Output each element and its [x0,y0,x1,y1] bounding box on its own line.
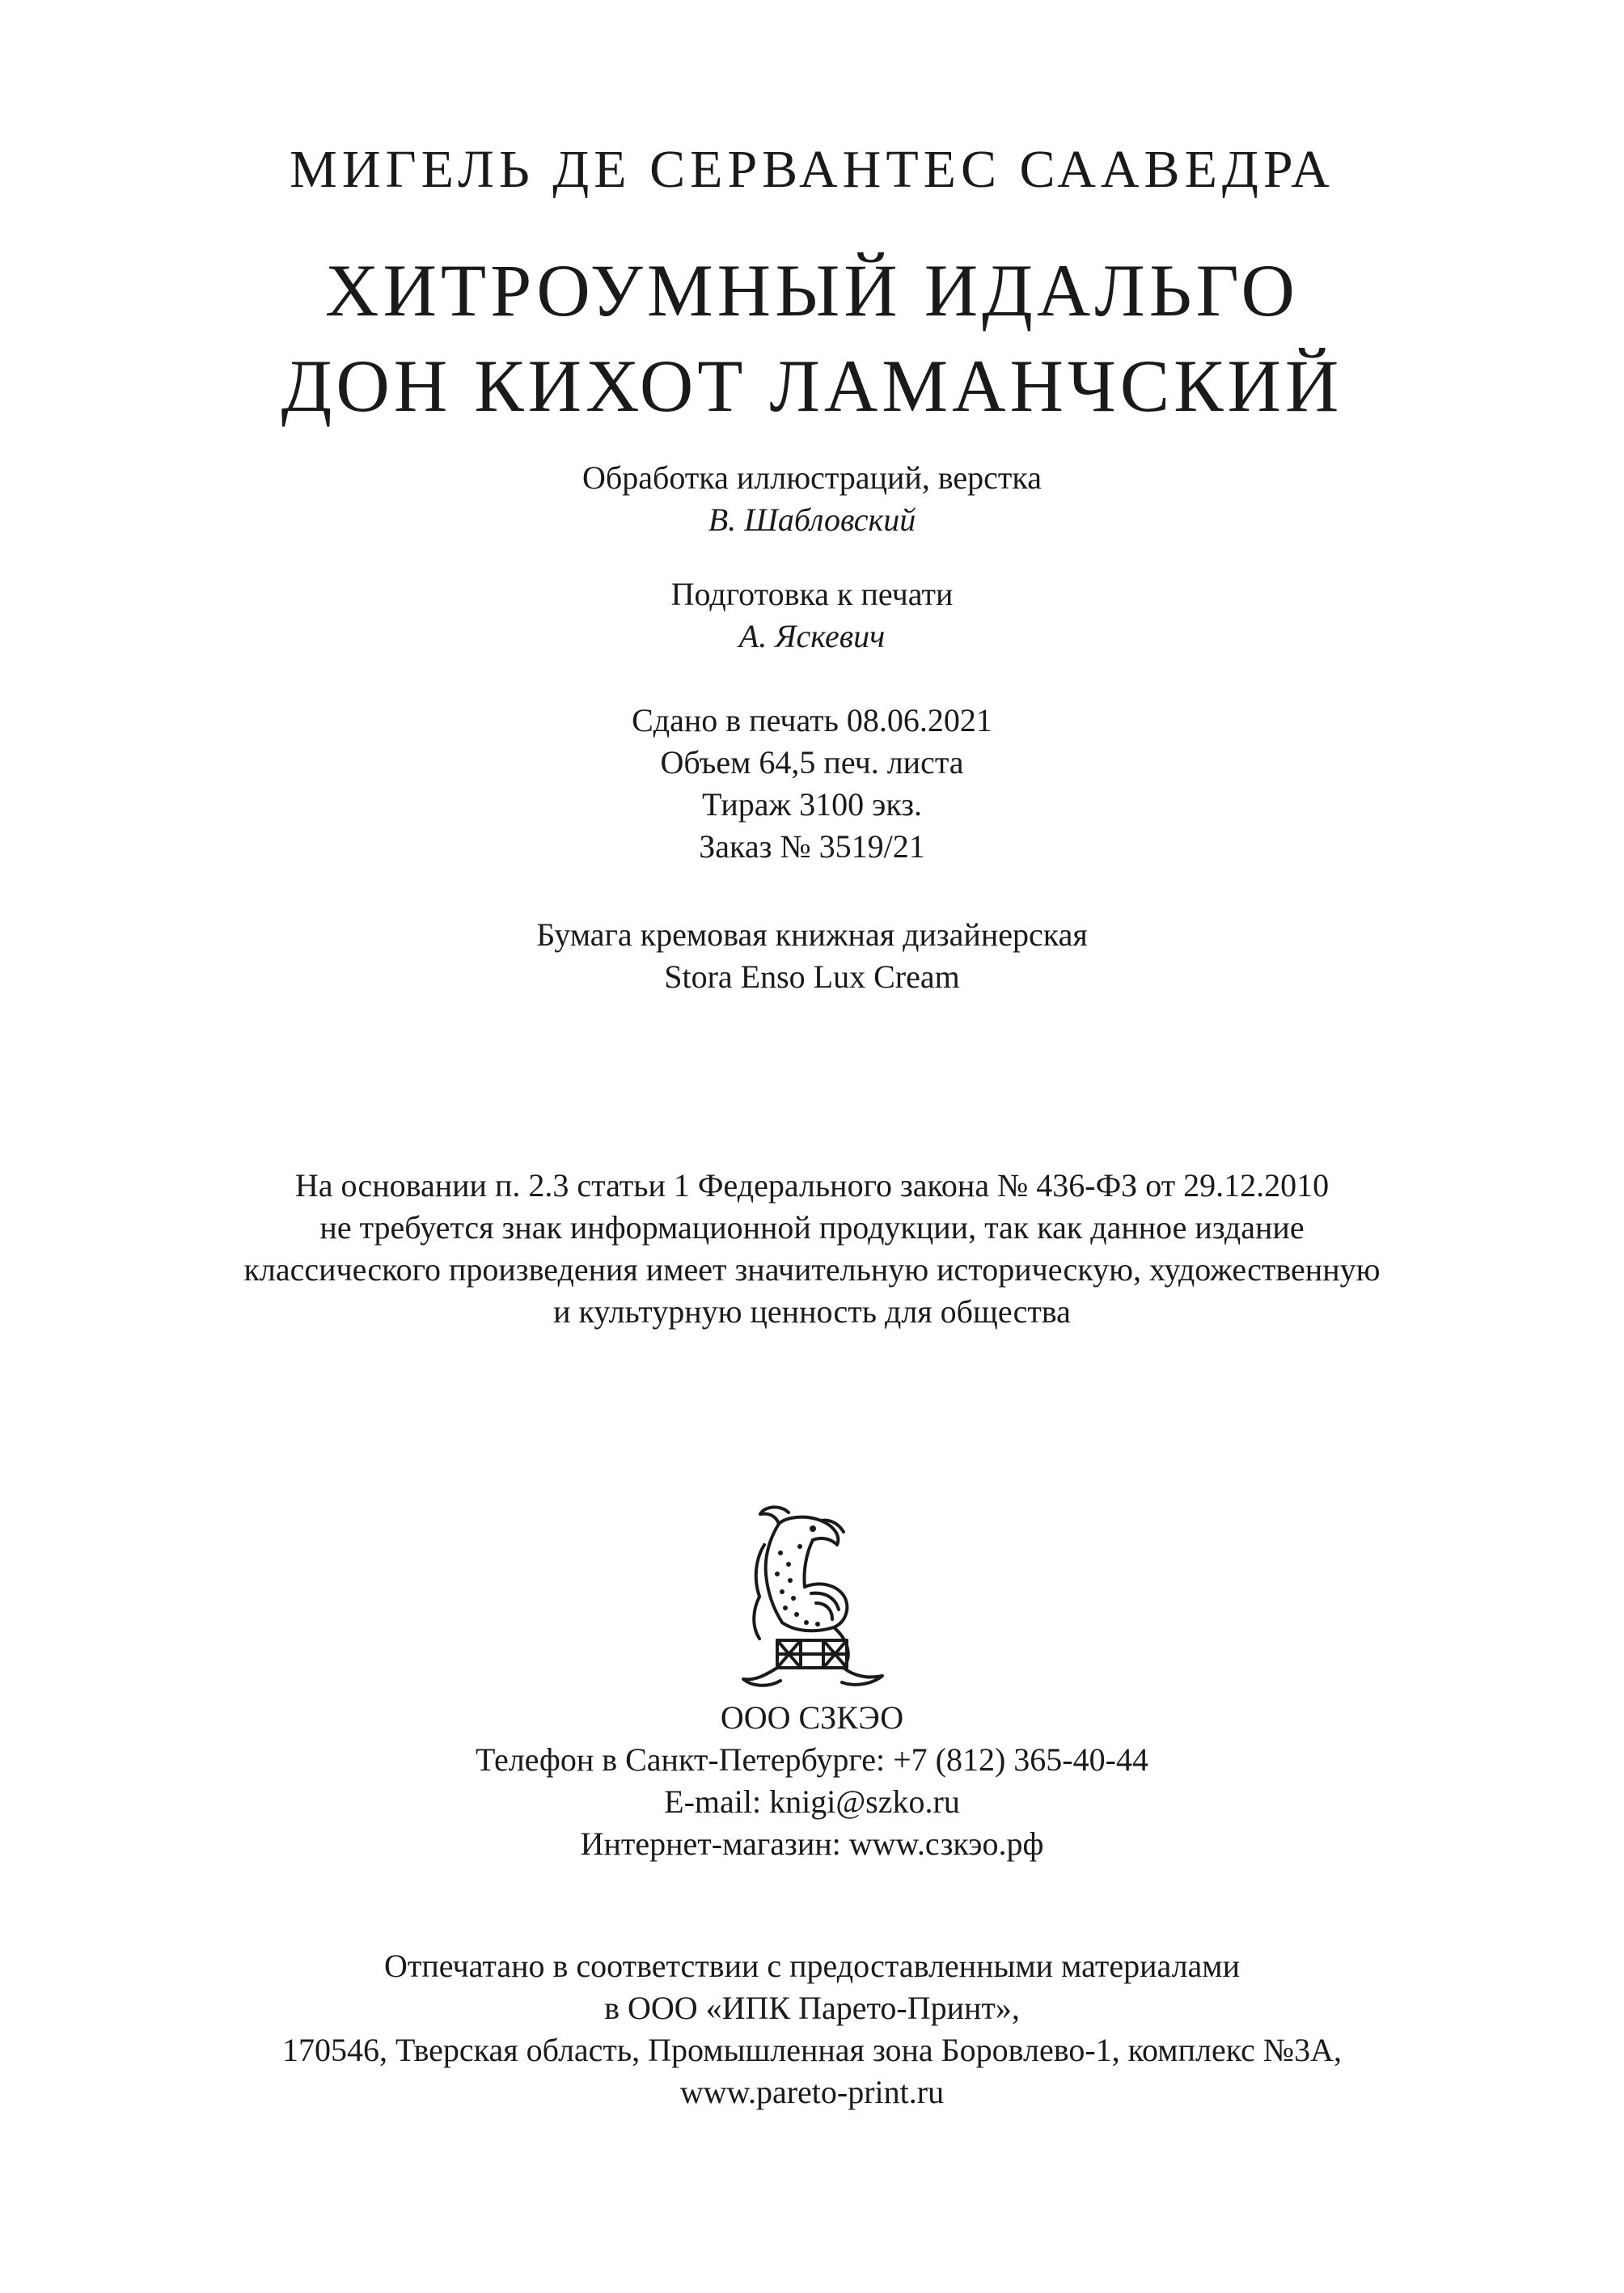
legal-line-1: На основании п. 2.3 статьи 1 Федерального закона № 436-ФЗ от 29.12.2010 [294,1167,1330,1204]
printer-line-2: в ООО «ИПК Парето-Принт», [604,1990,1020,2026]
credits-section [0,457,1624,658]
publisher-section [0,1697,1624,1865]
printer-line-3: 170546, Тверская область, Промышленная зона Боровлево-1, комплекс №3А, [282,2032,1342,2068]
book-title [0,243,1624,434]
layout-name: В. Шабловский [708,501,916,538]
prepress-name: А. Яскевич [738,618,886,654]
printer-section [0,1945,1624,2113]
book-title-line-1: ХИТРОУМНЫЙ ИДАЛЬГО [325,249,1299,332]
credits-spacer [0,541,1624,573]
legal-line-4: и культурную ценность для общества [553,1293,1071,1330]
book-author: МИГЕЛЬ ДЕ СЕРВАНТЕС СААВЕДРА [290,140,1334,199]
book-title-line-2: ДОН КИХОТ ЛАМАНЧСКИЙ [281,345,1343,427]
publisher-phone: Телефон в Санкт-Петербурге: +7 (812) 365-40-44 [476,1741,1148,1778]
publisher-email: E-mail: knigi@szko.ru [664,1783,960,1820]
paper-line-1: Бумага кремовая книжная дизайнерская [536,916,1088,953]
publisher-name: ООО СЗКЭО [720,1699,904,1736]
print-circulation: Тираж 3100 экз. [701,786,923,823]
griffin-emblem-icon [732,1496,894,1694]
paper-line-2: Stora Enso Lux Cream [664,958,960,995]
print-info-section [0,700,1624,868]
print-submitted: Сдано в печать 08.06.2021 [632,702,992,738]
legal-notice [0,1165,1624,1333]
prepress-role: Подготовка к печати [670,576,954,612]
layout-role: Обработка иллюстраций, верстка [582,459,1042,496]
legal-line-2: не требуется знак информационной продукции, так как данное издание [319,1209,1305,1246]
publisher-shop: Интернет-магазин: www.сзкэо.рф [580,1826,1044,1862]
printer-line-4: www.pareto-print.ru [679,2074,945,2110]
paper-section [0,914,1624,998]
print-volume: Объем 64,5 печ. листа [660,744,964,781]
printer-line-1: Отпечатано в соответствии с предоставленными материалами [383,1948,1241,1984]
legal-line-3: классического произведения имеет значительную историческую, художественную [243,1251,1381,1288]
print-order: Заказ № 3519/21 [699,828,925,865]
